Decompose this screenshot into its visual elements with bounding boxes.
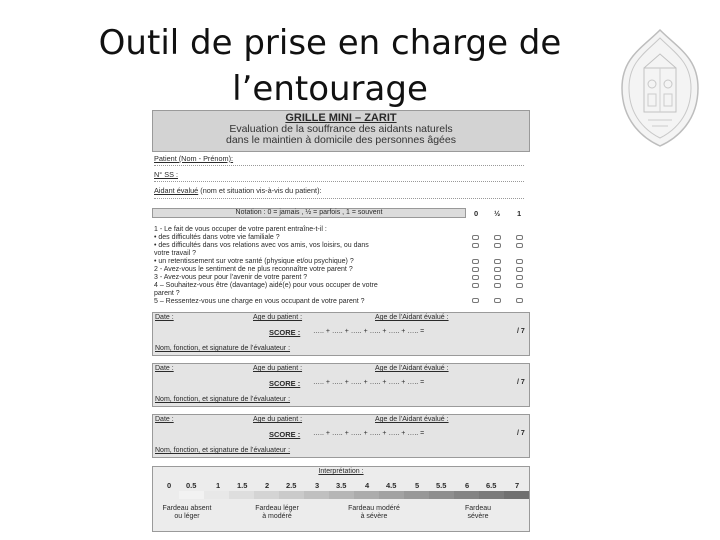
scale-value: 4.5: [386, 481, 397, 490]
answer-checkbox[interactable]: [494, 298, 501, 303]
eval-age-patient-label: Age du patient :: [253, 416, 303, 423]
answer-checkbox[interactable]: [516, 243, 523, 248]
eval-date-label: Date :: [155, 416, 174, 423]
eval-score-formula: ….. + ….. + ….. + ….. + ….. + ….. =: [313, 328, 425, 335]
eval-date-label: Date :: [155, 314, 174, 321]
question-line: 1 - Le fait de vous occuper de votre parent entraîne-t-il :: [154, 226, 327, 233]
scale-value: 7: [515, 481, 520, 490]
scale-value: 1.5: [237, 481, 248, 490]
patient-label: Patient (Nom - Prénom):: [154, 154, 234, 163]
interp-label-absent: Fardeau absent ou léger: [162, 505, 212, 520]
form-subtitle-line1: Evaluation de la souffrance des aidants naturels: [229, 123, 453, 135]
form-header: [152, 110, 530, 152]
aidant-line: [154, 186, 322, 195]
eval-signature-label: Nom, fonction, et signature de l’évaluateur :: [155, 396, 291, 403]
form-subtitle-line2: dans le maintien à domicile des personnes âgées: [226, 134, 456, 146]
interpretation-box: [152, 466, 530, 532]
notation-bar: Notation : 0 = jamais , ½ = parfois , 1 = souvent: [152, 208, 466, 218]
question-line: • des difficultés dans votre vie familiale ?: [154, 234, 280, 241]
scale-value: 5.5: [436, 481, 447, 490]
eval-age-patient-label: Age du patient :: [253, 314, 303, 321]
answer-checkbox[interactable]: [472, 275, 479, 280]
divider: [154, 181, 524, 182]
form-title: GRILLE MINI – ZARIT: [285, 112, 397, 124]
interpretation-title: Interprétation :: [318, 468, 364, 475]
eval-score-label: SCORE :: [269, 379, 301, 388]
question-line: 4 – Souhaitez-vous être (davantage) aidé(e) pour vous occuper de votre: [154, 282, 378, 289]
ss-label: N° SS :: [154, 170, 179, 179]
answer-checkbox[interactable]: [516, 275, 523, 280]
answer-checkbox[interactable]: [472, 235, 479, 240]
eval-score-formula: ….. + ….. + ….. + ….. + ….. + ….. =: [313, 379, 425, 386]
answer-checkbox[interactable]: [516, 267, 523, 272]
answer-checkbox[interactable]: [472, 243, 479, 248]
scale-value: 3: [315, 481, 320, 490]
scale-value: 3.5: [336, 481, 347, 490]
evaluation-box: [152, 363, 530, 407]
eval-signature-label: Nom, fonction, et signature de l’évaluateur :: [155, 447, 291, 454]
eval-score-max: / 7: [517, 379, 525, 386]
eval-age-patient-label: Age du patient :: [253, 365, 303, 372]
eval-score-label: SCORE :: [269, 430, 301, 439]
eval-age-aidant-label: Age de l’Aidant évalué :: [375, 365, 449, 372]
answer-checkbox[interactable]: [516, 259, 523, 264]
interp-label-leger: Fardeau léger à modéré: [255, 505, 299, 520]
answer-checkbox[interactable]: [472, 267, 479, 272]
question-line: • des difficultés dans vos relations avec vos amis, vos loisirs, ou dans: [154, 242, 369, 249]
answer-checkbox[interactable]: [494, 275, 501, 280]
zarit-form: [150, 108, 532, 532]
question-line: 5 – Ressentez-vous une charge en vous occupant de votre parent ?: [154, 298, 365, 305]
evaluation-box: [152, 414, 530, 458]
interp-label-severe: Fardeau sévère: [464, 505, 492, 520]
divider: [154, 198, 524, 199]
eval-score-max: / 7: [517, 328, 525, 335]
answer-checkbox[interactable]: [494, 267, 501, 272]
scale-value: 6.5: [486, 481, 497, 490]
answer-checkbox[interactable]: [516, 298, 523, 303]
eval-signature-label: Nom, fonction, et signature de l’évaluateur :: [155, 345, 291, 352]
question-line: • un retentissement sur votre santé (physique et/ou psychique) ?: [154, 258, 354, 265]
column-0-header: 0: [474, 209, 479, 218]
scale-value: 6: [465, 481, 470, 490]
evaluation-box: [152, 312, 530, 356]
eval-age-aidant-label: Age de l’Aidant évalué :: [375, 314, 449, 321]
scale-value: 0: [167, 481, 172, 490]
eval-age-aidant-label: Age de l’Aidant évalué :: [375, 416, 449, 423]
interp-label-modere: Fardeau modéré à sévère: [348, 505, 400, 520]
eval-date-label: Date :: [155, 365, 174, 372]
answer-checkbox[interactable]: [494, 283, 501, 288]
severity-gradient: [179, 491, 529, 499]
divider: [154, 165, 524, 166]
scale-value: 1: [216, 481, 221, 490]
page-title: Outil de prise en charge de l’entourage: [98, 23, 562, 109]
eval-score-formula: ….. + ….. + ….. + ….. + ….. + ….. =: [313, 430, 425, 437]
answer-checkbox[interactable]: [516, 235, 523, 240]
aidant-detail: (nom et situation vis-à-vis du patient):: [198, 186, 322, 195]
scale-value: 5: [415, 481, 420, 490]
aidant-label: Aidant évalué: [154, 186, 199, 195]
question-line: parent ?: [154, 290, 180, 297]
question-line: 2 - Avez-vous le sentiment de ne plus reconnaître votre parent ?: [154, 266, 353, 273]
answer-checkbox[interactable]: [494, 259, 501, 264]
eval-score-max: / 7: [517, 430, 525, 437]
answer-checkbox[interactable]: [472, 259, 479, 264]
answer-checkbox[interactable]: [494, 235, 501, 240]
column-half-header: ½: [494, 209, 501, 218]
scale-value: 4: [365, 481, 370, 490]
question-line: votre travail ?: [154, 250, 197, 257]
scale-value: 0.5: [186, 481, 197, 490]
eval-score-label: SCORE :: [269, 328, 301, 337]
answer-checkbox[interactable]: [494, 243, 501, 248]
answer-checkbox[interactable]: [472, 283, 479, 288]
scale-value: 2.5: [286, 481, 297, 490]
column-1-header: 1: [517, 209, 522, 218]
university-seal-icon: [618, 28, 702, 148]
scale-value: 2: [265, 481, 270, 490]
answer-checkbox[interactable]: [516, 283, 523, 288]
answer-checkbox[interactable]: [472, 298, 479, 303]
question-line: 3 - Avez-vous peur pour l’avenir de votre parent ?: [154, 274, 308, 281]
